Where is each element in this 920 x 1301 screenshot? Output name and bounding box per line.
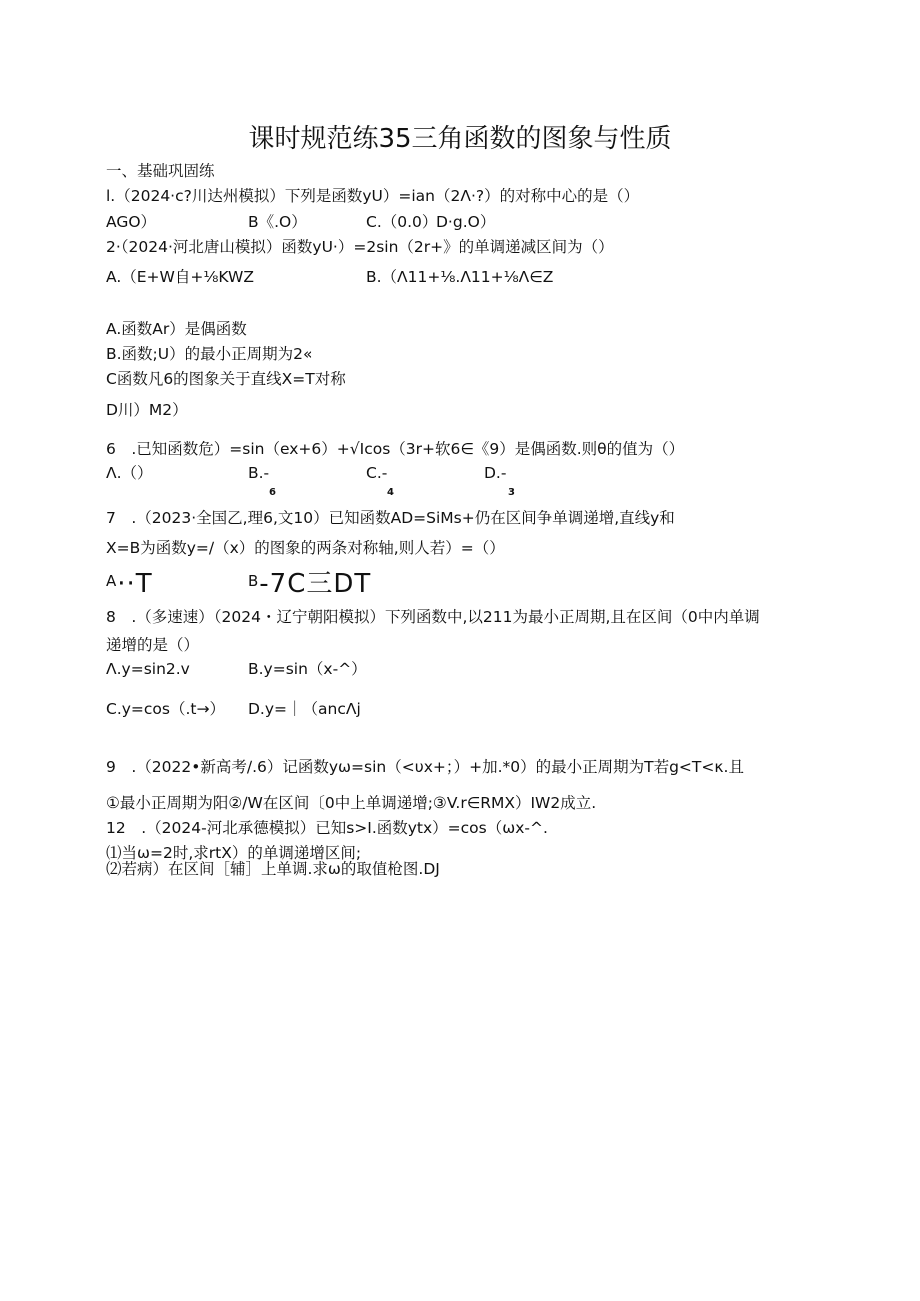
statement-b: B.函数;U）的最小正周期为2« xyxy=(106,345,313,363)
question-6-option-d-denominator: 3 xyxy=(508,487,515,498)
question-1-stem: l.（2024·c?川达州模拟）下列是函数yU）=ian（2Λ·?）的对称中心的是（） xyxy=(106,187,640,205)
question-7-option-a-letter: A xyxy=(106,572,118,590)
question-6-stem: 6 .已知函数危）=sin（ex+6）+√Icos（3r+软6∈《9）是偶函数.则θ的值为（） xyxy=(106,440,685,458)
statement-c: C函数凡6的图象关于直线X=T对称 xyxy=(106,370,346,388)
question-6-option-d: D.- xyxy=(484,464,507,482)
statement-d: D川）M2） xyxy=(106,401,188,419)
question-12-part-2: ⑵若病）在区间［辅］上单调.求ω的取值枪图.DJ xyxy=(106,860,440,878)
question-2-option-a: A.（E+W自+⅛KWZ xyxy=(106,268,254,286)
question-7-option-a xyxy=(106,566,153,599)
question-1-option-a: AGO） xyxy=(106,213,157,231)
question-6-option-a: Λ.（） xyxy=(106,464,153,482)
question-8-stem-line-1: 8 .（多速速）（2024・辽宁朝阳模拟）下列函数中,以211为最小正周期,且在区间（0中内单调 xyxy=(106,608,760,626)
question-2-option-b: B.（Λ11+⅛.Λ11+⅛Λ∈Z xyxy=(366,268,554,286)
section-heading: 一、基础巩固练 xyxy=(106,162,215,180)
question-8-option-a: Λ.y=sin2.v xyxy=(106,660,190,678)
question-8-option-d: D.y=｜（ancΛj xyxy=(248,700,361,718)
question-6-option-c-denominator: 4 xyxy=(387,487,394,498)
question-2-stem: 2·（2024·河北唐山模拟）函数yU·）=2sin（2r+》的单调递减区间为（） xyxy=(106,238,614,256)
statement-a: A.函数Ar）是偶函数 xyxy=(106,320,247,338)
question-7-option-b-letter: B xyxy=(248,572,260,590)
question-10-stem: ①最小正周期为阳②∕W在区间〔0中上单调递增;③V.r∈RMX）IW2成立. xyxy=(106,794,597,812)
question-1-option-c: C.（0.0） xyxy=(366,213,438,231)
question-8-stem-line-2: 递增的是（） xyxy=(106,636,200,654)
question-1-option-d: D·g.O） xyxy=(436,213,496,231)
question-7-stem-line-1: 7 .（2023·全国乙,理6,文10）已知函数AD=SiMs+仍在区间争单调递增,直线y和 xyxy=(106,509,675,527)
page-title: 课时规范练35三角函数的图象与性质 xyxy=(248,124,672,154)
question-1-option-b: B《.O） xyxy=(248,213,307,231)
question-7-options-bcd-text: -7C三DT xyxy=(259,569,372,599)
question-7-options-bcd xyxy=(248,566,371,599)
question-6-option-b: B.- xyxy=(248,464,270,482)
question-8-option-c: C.y=cos（.t→） xyxy=(106,700,225,718)
question-9-stem: 9 .（2022•新高考∕.6）记函数yω=sin（<υx+；）+加.*0）的最小正周期为T若g<T<κ.且 xyxy=(106,758,744,776)
question-12-part-1: ⑴当ω=2时,求rtX）的单调递增区间; xyxy=(106,844,362,862)
question-7-option-a-text: ··T xyxy=(117,569,153,599)
question-7-stem-line-2: X=B为函数y=∕（x）的图象的两条对称轴,则人若）=（） xyxy=(106,539,505,557)
question-6-option-b-denominator: 6 xyxy=(269,487,276,498)
question-8-option-b: B.y=sin（x-^） xyxy=(248,660,367,678)
question-6-option-c: C.- xyxy=(366,464,388,482)
question-12-stem: 12 .（2024-河北承德模拟）已知s>I.函数ytx）=cos（ωx-^. xyxy=(106,819,548,837)
